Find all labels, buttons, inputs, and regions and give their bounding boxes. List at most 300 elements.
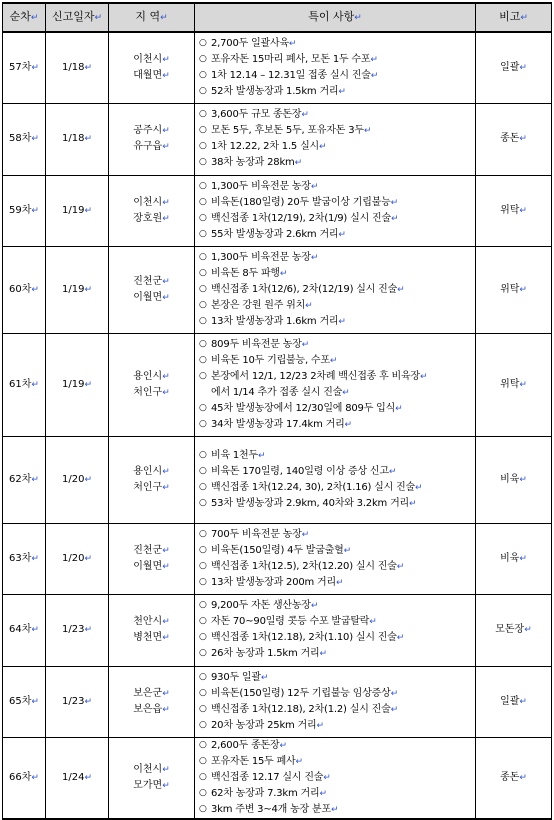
notes-list xyxy=(195,527,475,591)
note-item xyxy=(199,480,475,496)
paragraph-mark-icon: ↵ xyxy=(31,696,39,707)
paragraph-mark-icon: ↵ xyxy=(31,284,39,295)
cell-remark xyxy=(476,175,552,246)
cell-date xyxy=(46,32,109,103)
paragraph-mark-icon: ↵ xyxy=(519,696,527,707)
note-item xyxy=(199,84,475,100)
note-text: 700두 비육전문 농장 xyxy=(211,528,302,540)
note-item xyxy=(199,107,475,123)
paragraph-mark-icon: ↵ xyxy=(162,142,170,152)
paragraph-mark-icon: ↵ xyxy=(301,529,310,540)
header-region: 지 역↵ xyxy=(109,3,195,32)
report-date: 1/19 xyxy=(61,204,85,216)
cell-date xyxy=(46,666,109,737)
note-item xyxy=(199,575,475,591)
note-text: 1차 12.22, 2차 1.5 실시 xyxy=(211,141,319,152)
paragraph-mark-icon: ↵ xyxy=(390,688,398,699)
paragraph-mark-icon: ↵ xyxy=(84,379,92,390)
paragraph-mark-icon: ↵ xyxy=(31,379,39,390)
paragraph-mark-icon: ↵ xyxy=(519,553,527,564)
cell-remark xyxy=(476,246,552,333)
note-text: 백신접종 1차(12.18), 2차(1.10) 실시 진술 xyxy=(211,632,397,643)
table-row xyxy=(3,103,552,175)
row-number: 62차 xyxy=(9,473,32,485)
cell-notes xyxy=(195,436,476,523)
cell-region xyxy=(109,246,195,333)
paragraph-mark-icon: ↵ xyxy=(84,696,92,707)
cell-date xyxy=(46,333,109,436)
paragraph-mark-icon: ↵ xyxy=(519,772,527,783)
paragraph-mark-icon: ↵ xyxy=(390,197,398,208)
paragraph-mark-icon: ↵ xyxy=(279,740,287,751)
note-item xyxy=(199,155,475,171)
note-text: 에서 1/14 추가 접종 실시 진술 xyxy=(211,386,343,398)
notes-list xyxy=(195,250,475,330)
cell-no xyxy=(3,666,46,737)
region-line: 모가면 xyxy=(133,779,163,791)
note-item xyxy=(199,195,475,211)
cell-no xyxy=(3,333,46,436)
paragraph-mark-icon: ↵ xyxy=(162,213,170,224)
cell-no xyxy=(3,737,46,819)
row-number: 59차 xyxy=(9,204,32,216)
header-notes: 특이 사항↵ xyxy=(195,3,476,32)
cell-region xyxy=(109,436,195,523)
paragraph-mark-icon: ↵ xyxy=(363,126,372,136)
cell-date xyxy=(46,436,109,523)
header-no: 순차↵ xyxy=(3,3,46,32)
note-item xyxy=(199,670,475,686)
table-row xyxy=(3,666,552,737)
cell-region xyxy=(109,32,195,103)
paragraph-mark-icon: ↵ xyxy=(390,213,399,224)
note-item xyxy=(199,646,475,662)
cell-date xyxy=(46,594,109,666)
notes-list xyxy=(195,337,475,433)
paragraph-mark-icon: ↵ xyxy=(162,292,170,303)
paragraph-mark-icon: ↵ xyxy=(257,450,266,461)
paragraph-mark-icon: ↵ xyxy=(84,284,92,295)
paragraph-mark-icon: ↵ xyxy=(319,649,327,659)
paragraph-mark-icon: ↵ xyxy=(369,617,377,627)
report-date: 1/24 xyxy=(61,771,85,783)
note-text: 1,300두 비육전문 농장 xyxy=(211,251,311,263)
remark-text: 비육 xyxy=(500,552,520,564)
note-text: 9,200두 자돈 생산농장 xyxy=(211,600,311,611)
paragraph-mark-icon: ↵ xyxy=(162,482,170,493)
cell-date xyxy=(46,246,109,333)
note-item xyxy=(199,598,475,614)
cell-no xyxy=(3,523,46,594)
note-item xyxy=(199,298,475,314)
cell-remark xyxy=(476,103,552,175)
paragraph-mark-icon: ↵ xyxy=(344,419,352,430)
note-text: 1차 12.14 – 12.31일 접종 실시 진술 xyxy=(211,69,371,81)
paragraph-mark-icon: ↵ xyxy=(310,601,319,611)
paragraph-mark-icon: ↵ xyxy=(390,704,398,715)
paragraph-mark-icon: ↵ xyxy=(335,577,344,588)
cell-region xyxy=(109,666,195,737)
cell-no xyxy=(3,594,46,666)
remark-text: 종돈 xyxy=(500,771,520,783)
cell-region xyxy=(109,737,195,819)
paragraph-mark-icon: ↵ xyxy=(342,387,350,398)
cell-notes xyxy=(195,333,476,436)
paragraph-mark-icon: ↵ xyxy=(31,553,39,564)
note-text: 62차 농장과 7.3km 거리 xyxy=(211,787,320,799)
paragraph-mark-icon: ↵ xyxy=(343,545,351,556)
region-line: 처인구 xyxy=(133,481,163,493)
table-row xyxy=(3,246,552,333)
notes-list xyxy=(195,179,475,243)
paragraph-mark-icon: ↵ xyxy=(338,229,346,240)
cell-region xyxy=(109,175,195,246)
cell-remark xyxy=(476,737,552,819)
paragraph-mark-icon: ↵ xyxy=(301,339,310,350)
cell-remark xyxy=(476,594,552,666)
cell-remark xyxy=(476,436,552,523)
paragraph-mark-icon: ↵ xyxy=(84,625,92,635)
paragraph-mark-icon: ↵ xyxy=(370,54,378,65)
region-line: 이월면 xyxy=(133,560,163,572)
paragraph-mark-icon: ↵ xyxy=(162,688,170,699)
paragraph-mark-icon: ↵ xyxy=(84,474,92,485)
note-text: 2,700두 일괄사육 xyxy=(211,37,289,49)
paragraph-mark-icon: ↵ xyxy=(162,780,170,791)
row-number: 58차 xyxy=(9,133,32,144)
paragraph-mark-icon: ↵ xyxy=(519,474,527,485)
paragraph-mark-icon: ↵ xyxy=(31,625,39,635)
paragraph-mark-icon: ↵ xyxy=(338,316,346,327)
paragraph-mark-icon: ↵ xyxy=(524,625,532,635)
report-date: 1/23 xyxy=(61,624,85,635)
paragraph-mark-icon: ↵ xyxy=(316,720,324,731)
paragraph-mark-icon: ↵ xyxy=(305,300,313,311)
cell-no xyxy=(3,32,46,103)
note-item xyxy=(199,227,475,243)
cell-remark xyxy=(476,32,552,103)
notes-list xyxy=(195,36,475,100)
region-line: 진천군 xyxy=(133,544,163,556)
region-line: 장호원 xyxy=(133,212,163,224)
cell-notes xyxy=(195,594,476,666)
table-row xyxy=(3,175,552,246)
note-text: 백신접종 1차(12.18), 2차(1.2) 실시 진술 xyxy=(211,703,391,715)
region-line: 진천군 xyxy=(133,275,163,287)
note-item xyxy=(199,770,475,786)
note-text: 2,600두 종돈장 xyxy=(211,739,280,751)
note-item xyxy=(199,630,475,646)
region-line: 용인시 xyxy=(133,370,163,382)
note-item xyxy=(199,68,475,84)
note-item xyxy=(199,786,475,802)
note-text: 13차 발생농장과 200m 거리 xyxy=(211,576,336,588)
paragraph-mark-icon: ↵ xyxy=(310,252,319,263)
note-item xyxy=(199,686,475,702)
paragraph-mark-icon: ↵ xyxy=(295,756,303,767)
note-text: 비육돈 8두 파행 xyxy=(211,267,280,279)
paragraph-mark-icon: ↵ xyxy=(310,181,319,192)
region-line: 처인구 xyxy=(133,386,163,398)
note-text: 38차 농장과 28km xyxy=(211,157,295,168)
paragraph-mark-icon: ↵ xyxy=(162,371,170,382)
remark-text: 위탁 xyxy=(500,204,520,216)
paragraph-mark-icon: ↵ xyxy=(370,70,379,81)
note-item xyxy=(199,754,475,770)
cell-no xyxy=(3,436,46,523)
paragraph-mark-icon: ↵ xyxy=(338,86,346,97)
note-item xyxy=(199,250,475,266)
report-date: 1/18 xyxy=(61,133,85,144)
note-text: 930두 일괄 xyxy=(211,671,261,683)
note-item xyxy=(199,527,475,543)
note-item xyxy=(199,543,475,559)
remark-text: 종돈 xyxy=(500,133,520,144)
paragraph-mark-icon: ↵ xyxy=(260,672,269,683)
note-text: 백신접종 1차(12/19), 2차(1/9) 실시 진술 xyxy=(211,212,391,224)
note-item xyxy=(199,718,475,734)
table-row xyxy=(3,737,552,819)
note-text: 비육돈 170일령, 140일령 이상 증상 신고 xyxy=(211,465,389,477)
report-date: 1/18 xyxy=(61,61,85,73)
note-item xyxy=(199,211,475,227)
paragraph-mark-icon: ↵ xyxy=(31,205,39,216)
table-row xyxy=(3,333,552,436)
paragraph-mark-icon: ↵ xyxy=(323,772,331,783)
region-line: 병천면 xyxy=(133,632,163,643)
note-text: 1,300두 비육전문 농장 xyxy=(211,180,311,192)
notes-list xyxy=(195,448,475,512)
note-text: 53차 발생농장과 2.9km, 40차와 3.2km 거리 xyxy=(211,497,409,509)
report-date: 1/23 xyxy=(61,695,85,707)
remark-text: 위탁 xyxy=(500,283,520,295)
note-text: 3,600두 규모 종돈장 xyxy=(211,109,302,120)
paragraph-mark-icon: ↵ xyxy=(279,268,288,279)
paragraph-mark-icon: ↵ xyxy=(31,772,39,783)
paragraph-mark-icon: ↵ xyxy=(319,142,327,152)
note-item xyxy=(199,738,475,754)
paragraph-mark-icon: ↵ xyxy=(162,276,170,287)
paragraph-mark-icon: ↵ xyxy=(162,704,170,715)
note-item xyxy=(199,802,475,818)
note-item xyxy=(199,139,475,155)
cell-notes xyxy=(195,666,476,737)
paragraph-mark-icon: ↵ xyxy=(31,134,39,144)
paragraph-mark-icon: ↵ xyxy=(84,553,92,564)
note-text: 백신접종 1차(12.24, 30), 2차(1.16) 실시 진술 xyxy=(211,481,415,493)
remark-text: 일괄 xyxy=(500,695,520,707)
note-text: 비육돈(150일령) 12두 기립불능 임상증상 xyxy=(211,687,391,699)
paragraph-mark-icon: ↵ xyxy=(395,403,403,414)
paragraph-mark-icon: ↵ xyxy=(162,197,170,208)
note-item xyxy=(199,353,475,369)
paragraph-mark-icon: ↵ xyxy=(162,70,170,81)
paragraph-mark-icon: ↵ xyxy=(397,284,405,295)
paragraph-mark-icon: ↵ xyxy=(409,498,417,509)
header-date: 신고일자↵ xyxy=(46,3,109,32)
note-item xyxy=(199,179,475,195)
paragraph-mark-icon: ↵ xyxy=(415,482,423,493)
table-row xyxy=(3,523,552,594)
note-item xyxy=(199,401,475,417)
header-remark: 비고↵ xyxy=(476,3,552,32)
outbreak-table xyxy=(2,2,552,820)
note-text: 26차 농장과 1.5km 거리 xyxy=(211,648,320,659)
paragraph-mark-icon: ↵ xyxy=(519,62,527,73)
note-item xyxy=(199,496,475,512)
note-text: 45차 발생농장에서 12/30일에 809두 입식 xyxy=(211,402,396,414)
paragraph-mark-icon: ↵ xyxy=(31,62,39,73)
note-text: 비육돈(180일령) 20두 발굽이상 기립불능 xyxy=(211,196,391,208)
region-line: 이월면 xyxy=(133,291,163,303)
note-text: 55차 발생농장과 2.6km 거리 xyxy=(211,228,339,240)
cell-date xyxy=(46,523,109,594)
paragraph-mark-icon: ↵ xyxy=(84,772,92,783)
note-item xyxy=(199,337,475,353)
note-text: 포유자돈 15두 폐사 xyxy=(211,755,296,767)
note-item xyxy=(199,282,475,298)
note-text: 백신접종 1차(12/6), 2차(12/19) 실시 진술 xyxy=(211,283,398,295)
note-item xyxy=(199,464,475,480)
paragraph-mark-icon: ↵ xyxy=(162,387,170,398)
cell-notes xyxy=(195,523,476,594)
row-number: 66차 xyxy=(9,771,32,783)
notes-list xyxy=(195,107,475,171)
report-date: 1/19 xyxy=(61,378,85,390)
cell-remark xyxy=(476,523,552,594)
paragraph-mark-icon: ↵ xyxy=(519,205,527,216)
paragraph-mark-icon: ↵ xyxy=(519,284,527,295)
region-line: 유구읍 xyxy=(133,141,163,152)
table-row xyxy=(3,594,552,666)
note-text: 52차 발생농장과 1.5km 거리 xyxy=(211,85,339,97)
notes-list xyxy=(195,598,475,662)
row-number: 64차 xyxy=(9,624,32,635)
note-text: 백신접종 12.17 실시 진술 xyxy=(211,771,324,783)
note-item xyxy=(199,314,475,330)
note-text: 모돈 5두, 후보돈 5두, 포유자돈 3두 xyxy=(211,125,364,136)
row-number: 61차 xyxy=(9,378,32,390)
cell-date xyxy=(46,737,109,819)
note-item xyxy=(199,369,475,385)
cell-region xyxy=(109,103,195,175)
cell-notes xyxy=(195,103,476,175)
region-line: 천안시 xyxy=(133,616,163,627)
paragraph-mark-icon: ↵ xyxy=(162,466,170,477)
note-text: 자돈 70~90일령 콧등 수포 발굽탈락 xyxy=(211,616,370,627)
paragraph-mark-icon: ↵ xyxy=(396,633,405,643)
region-line: 이천시 xyxy=(133,53,163,65)
note-text: 비육 1천두 xyxy=(211,449,258,461)
cell-date xyxy=(46,103,109,175)
note-item xyxy=(199,36,475,52)
notes-list xyxy=(195,670,475,734)
region-line: 용인시 xyxy=(133,465,163,477)
paragraph-mark-icon: ↵ xyxy=(162,561,170,572)
paragraph-mark-icon: ↵ xyxy=(519,379,527,390)
paragraph-mark-icon: ↵ xyxy=(162,126,170,136)
note-text: 13차 발생농장과 1.6km 거리 xyxy=(211,315,339,327)
row-number: 63차 xyxy=(9,552,32,564)
region-line: 이천시 xyxy=(133,763,163,775)
paragraph-mark-icon: ↵ xyxy=(329,355,338,366)
note-text: 34차 발생농장과 17.4km 거리 xyxy=(211,418,345,430)
remark-text: 모돈장 xyxy=(495,624,525,635)
note-text: 3km 주변 3~4개 농장 분포 xyxy=(211,803,331,815)
cell-region xyxy=(109,523,195,594)
cell-notes xyxy=(195,737,476,819)
region-line: 이천시 xyxy=(133,196,163,208)
note-item xyxy=(199,448,475,464)
report-date: 1/19 xyxy=(61,283,85,295)
report-date: 1/20 xyxy=(61,473,85,485)
note-item xyxy=(199,52,475,68)
paragraph-mark-icon: ↵ xyxy=(31,474,39,485)
cell-remark xyxy=(476,666,552,737)
cell-region xyxy=(109,333,195,436)
paragraph-mark-icon: ↵ xyxy=(84,134,92,144)
paragraph-mark-icon: ↵ xyxy=(419,371,428,382)
remark-text: 일괄 xyxy=(500,61,520,73)
note-text: 본장에서 12/1, 12/23 2차례 백신접종 후 비육장 xyxy=(211,370,420,382)
cell-no xyxy=(3,246,46,333)
cell-date xyxy=(46,175,109,246)
cell-notes xyxy=(195,175,476,246)
note-text: 비육돈(150일령) 4두 발굽출혈 xyxy=(211,544,344,556)
note-text: 20차 농장과 25km 거리 xyxy=(211,719,317,731)
paragraph-mark-icon: ↵ xyxy=(162,545,170,556)
paragraph-mark-icon: ↵ xyxy=(84,62,92,73)
note-item xyxy=(199,614,475,630)
report-date: 1/20 xyxy=(61,552,85,564)
table-row xyxy=(3,436,552,523)
note-item xyxy=(199,123,475,139)
paragraph-mark-icon: ↵ xyxy=(330,804,339,815)
remark-text: 위탁 xyxy=(500,378,520,390)
paragraph-mark-icon: ↵ xyxy=(301,110,309,120)
note-text: 백신접종 1차(12.5), 2차(12.20) 실시 진술 xyxy=(211,560,397,572)
note-text: 포유자돈 15마리 폐사, 모돈 1두 수포 xyxy=(211,53,371,65)
paragraph-mark-icon: ↵ xyxy=(84,205,92,216)
note-text: 비육돈 10두 기립불능, 수포 xyxy=(211,354,330,366)
paragraph-mark-icon: ↵ xyxy=(388,466,397,477)
header-row xyxy=(3,3,552,32)
row-number: 65차 xyxy=(9,695,32,707)
region-line: 보은읍 xyxy=(133,703,163,715)
cell-notes xyxy=(195,246,476,333)
paragraph-mark-icon: ↵ xyxy=(396,561,405,572)
paragraph-mark-icon: ↵ xyxy=(162,617,170,627)
table-row xyxy=(3,32,552,103)
paragraph-mark-icon: ↵ xyxy=(288,38,297,49)
paragraph-mark-icon: ↵ xyxy=(519,134,527,144)
cell-no xyxy=(3,175,46,246)
note-item xyxy=(199,266,475,282)
note-item xyxy=(199,702,475,718)
region-line: 보은군 xyxy=(133,687,163,699)
cell-notes xyxy=(195,32,476,103)
paragraph-mark-icon: ↵ xyxy=(162,633,170,643)
row-number: 57차 xyxy=(9,61,32,73)
paragraph-mark-icon: ↵ xyxy=(294,158,302,168)
cell-region xyxy=(109,594,195,666)
cell-no xyxy=(3,103,46,175)
note-item xyxy=(199,385,475,401)
row-number: 60차 xyxy=(9,283,32,295)
paragraph-mark-icon: ↵ xyxy=(319,788,327,799)
note-text: 본장은 강원 원주 위치 xyxy=(211,299,306,311)
region-line: 공주시 xyxy=(133,125,163,136)
